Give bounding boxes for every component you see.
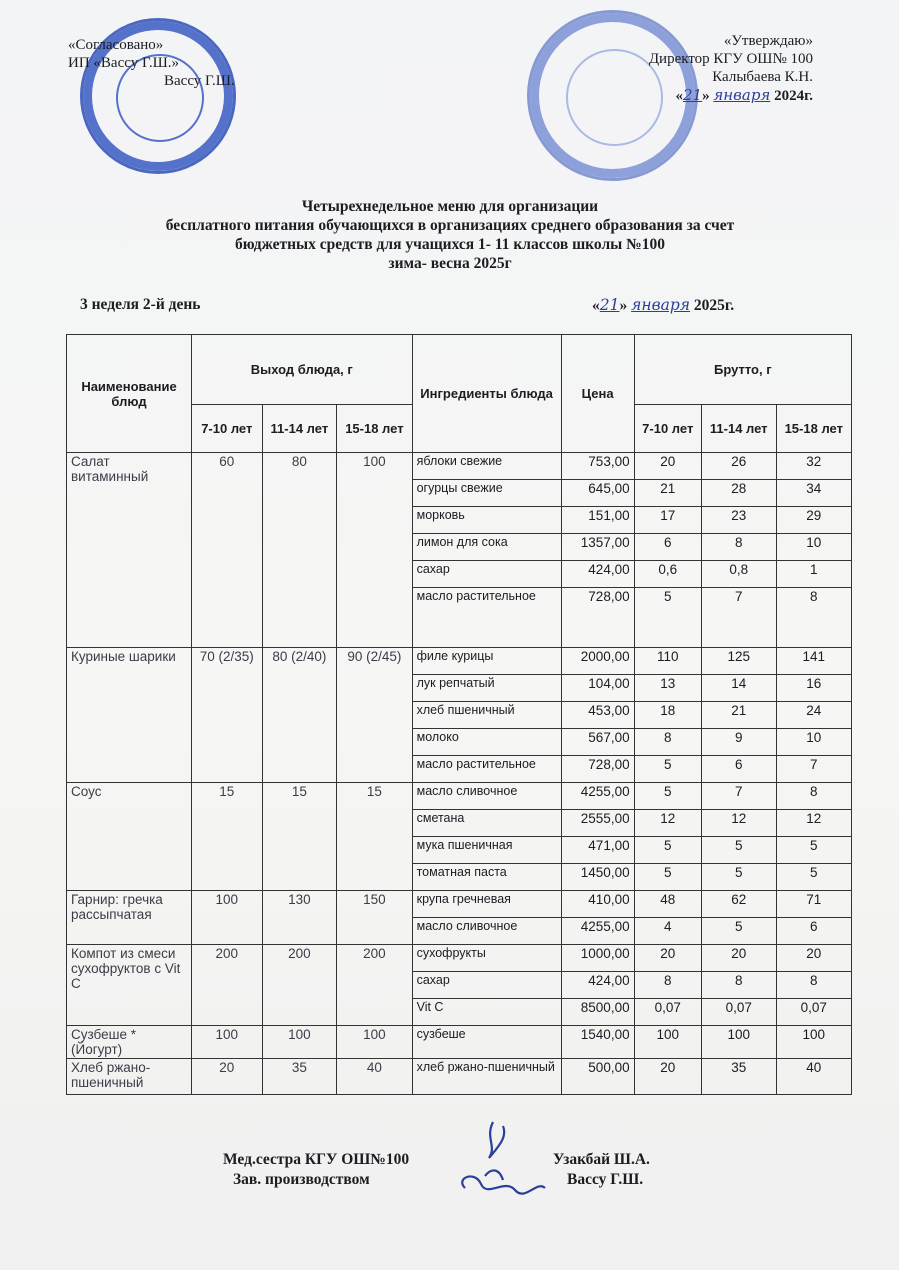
gross-age2: 9 <box>701 729 776 756</box>
gross-age3: 34 <box>776 480 851 507</box>
ingredient-name: масло растительное <box>412 756 561 783</box>
gross-age2: 5 <box>701 864 776 891</box>
dish-name: Гарнир: гречка рассыпчатая <box>67 891 192 945</box>
gross-age3: 7 <box>776 756 851 783</box>
handwritten-signature <box>445 1118 555 1208</box>
approval-date-month: января <box>713 86 771 104</box>
ingredient-name: лимон для сока <box>412 534 561 561</box>
ingredient-name: морковь <box>412 507 561 534</box>
dish-output-age3: 15 <box>337 783 412 891</box>
gross-age3: 32 <box>776 453 851 480</box>
ingredient-name: сухофрукты <box>412 945 561 972</box>
gross-age3: 40 <box>776 1059 851 1095</box>
menu-date: «21» января 2025г. <box>592 296 735 314</box>
gross-age1: 110 <box>634 648 701 675</box>
approval-left-block <box>68 36 235 90</box>
week-day-label: 3 неделя 2-й день <box>80 296 201 313</box>
approval-right-line2: Директор КГУ ОШ№ 100 <box>648 51 813 67</box>
gross-age2: 8 <box>701 972 776 999</box>
ingredient-price: 410,00 <box>561 891 634 918</box>
gross-age2: 12 <box>701 810 776 837</box>
dish-output-age2: 80 <box>262 453 337 648</box>
ingredient-name: хлеб ржано-пшеничный <box>412 1059 561 1095</box>
ingredient-name: сузбеше <box>412 1026 561 1059</box>
gross-age3: 10 <box>776 534 851 561</box>
gross-age3: 0,07 <box>776 999 851 1026</box>
gross-age1: 8 <box>634 729 701 756</box>
gross-age2: 62 <box>701 891 776 918</box>
gross-age1: 17 <box>634 507 701 534</box>
ingredient-name: филе курицы <box>412 648 561 675</box>
gross-age2: 8 <box>701 534 776 561</box>
gross-age3: 10 <box>776 729 851 756</box>
dish-output-age2: 200 <box>262 945 337 1026</box>
ingredient-name: сахар <box>412 972 561 999</box>
gross-age3: 5 <box>776 864 851 891</box>
gross-age1: 20 <box>634 1059 701 1095</box>
title-line4: зима- весна 2025г <box>388 255 512 272</box>
gross-age2: 7 <box>701 783 776 810</box>
gross-age1: 13 <box>634 675 701 702</box>
table-row <box>67 945 852 972</box>
dish-name: Куриные шарики <box>67 648 192 783</box>
dish-output-age3: 200 <box>337 945 412 1026</box>
ingredient-price: 645,00 <box>561 480 634 507</box>
gross-age1: 100 <box>634 1026 701 1059</box>
dish-output-age2: 100 <box>262 1026 337 1059</box>
title-line3: бюджетных средств для учащихся 1- 11 классов школы №100 <box>235 236 665 253</box>
ingredient-price: 1450,00 <box>561 864 634 891</box>
ingredient-name: огурцы свежие <box>412 480 561 507</box>
menu-date-month: января <box>631 296 691 314</box>
gross-age2: 26 <box>701 453 776 480</box>
ingredient-name: молоко <box>412 729 561 756</box>
gross-age1: 12 <box>634 810 701 837</box>
ingredient-price: 4255,00 <box>561 783 634 810</box>
ingredient-price: 8500,00 <box>561 999 634 1026</box>
gross-age2: 5 <box>701 837 776 864</box>
ingredient-price: 4255,00 <box>561 918 634 945</box>
gross-age2: 0,8 <box>701 561 776 588</box>
ingredient-name: мука пшеничная <box>412 837 561 864</box>
gross-age1: 20 <box>634 945 701 972</box>
dish-output-age2: 130 <box>262 891 337 945</box>
dish-output-age3: 40 <box>337 1059 412 1095</box>
document-title <box>60 197 840 273</box>
gross-age2: 20 <box>701 945 776 972</box>
gross-age2: 100 <box>701 1026 776 1059</box>
header-gross-age1: 7-10 лет <box>634 405 701 453</box>
signature-right-block <box>553 1150 650 1190</box>
header-price: Цена <box>561 335 634 453</box>
dish-output-age2: 80 (2/40) <box>262 648 337 783</box>
signature-right-line1: Узакбай Ш.А. <box>553 1151 650 1168</box>
ingredient-price: 1000,00 <box>561 945 634 972</box>
gross-age2: 125 <box>701 648 776 675</box>
gross-age1: 18 <box>634 702 701 729</box>
ingredient-price: 453,00 <box>561 702 634 729</box>
header-dish: Наименование блюд <box>67 335 192 453</box>
gross-age2: 23 <box>701 507 776 534</box>
gross-age2: 28 <box>701 480 776 507</box>
approval-left-line2: ИП «Вассу Г.Ш.» <box>68 55 180 71</box>
header-out-age3: 15-18 лет <box>337 405 412 453</box>
ingredient-price: 104,00 <box>561 675 634 702</box>
table-row <box>67 1059 852 1095</box>
ingredient-price: 2000,00 <box>561 648 634 675</box>
gross-age2: 21 <box>701 702 776 729</box>
gross-age2: 5 <box>701 918 776 945</box>
gross-age3: 16 <box>776 675 851 702</box>
header-ingredients: Ингредиенты блюда <box>412 335 561 453</box>
gross-age3: 141 <box>776 648 851 675</box>
gross-age3: 100 <box>776 1026 851 1059</box>
dish-output-age1: 15 <box>192 783 263 891</box>
ingredient-price: 151,00 <box>561 507 634 534</box>
ingredient-name: крупа гречневая <box>412 891 561 918</box>
ingredient-price: 567,00 <box>561 729 634 756</box>
gross-age1: 6 <box>634 534 701 561</box>
gross-age1: 0,07 <box>634 999 701 1026</box>
ingredient-name: масло сливочное <box>412 918 561 945</box>
ingredient-name: томатная паста <box>412 864 561 891</box>
header-output: Выход блюда, г <box>192 335 413 405</box>
table-row <box>67 1026 852 1059</box>
table-row <box>67 648 852 675</box>
approval-right-line3: Калыбаева К.Н. <box>712 69 813 85</box>
dish-output-age2: 15 <box>262 783 337 891</box>
dish-name: Хлеб ржано-пшеничный <box>67 1059 192 1095</box>
header-gross-age2: 11-14 лет <box>701 405 776 453</box>
gross-age1: 5 <box>634 783 701 810</box>
ingredient-name: масло растительное <box>412 588 561 648</box>
approval-left-line1: «Согласовано» <box>68 37 164 53</box>
ingredient-price: 728,00 <box>561 588 634 648</box>
dish-output-age3: 150 <box>337 891 412 945</box>
dish-output-age1: 100 <box>192 1026 263 1059</box>
ingredient-price: 728,00 <box>561 756 634 783</box>
dish-name: Соус <box>67 783 192 891</box>
dish-name: Компот из смеси сухофруктов с Vit C <box>67 945 192 1026</box>
ingredient-name: масло сливочное <box>412 783 561 810</box>
header-gross-age3: 15-18 лет <box>776 405 851 453</box>
approval-left-line3: Вассу Г.Ш. <box>164 73 235 89</box>
gross-age2: 35 <box>701 1059 776 1095</box>
menu-table <box>66 334 852 1095</box>
gross-age2: 14 <box>701 675 776 702</box>
approval-right-date: «21» января 2024г. <box>675 86 813 104</box>
signature-left-line2: Зав. производством <box>233 1171 370 1188</box>
ingredient-name: сметана <box>412 810 561 837</box>
header-out-age1: 7-10 лет <box>192 405 263 453</box>
ingredient-name: сахар <box>412 561 561 588</box>
menu-date-day: 21 <box>599 296 620 314</box>
ingredient-name: Vit C <box>412 999 561 1026</box>
dish-output-age1: 70 (2/35) <box>192 648 263 783</box>
dish-name: Сузбеше *(Йогурт) <box>67 1026 192 1059</box>
gross-age3: 8 <box>776 783 851 810</box>
gross-age1: 5 <box>634 837 701 864</box>
dish-output-age1: 60 <box>192 453 263 648</box>
dish-output-age1: 100 <box>192 891 263 945</box>
gross-age3: 8 <box>776 588 851 648</box>
menu-table-body <box>67 453 852 1095</box>
ingredient-name: лук репчатый <box>412 675 561 702</box>
table-row <box>67 891 852 918</box>
gross-age1: 21 <box>634 480 701 507</box>
approval-right-block <box>600 32 813 105</box>
dish-name: Салат витаминный <box>67 453 192 648</box>
signature-left-block <box>223 1150 409 1190</box>
dish-output-age1: 20 <box>192 1059 263 1095</box>
gross-age3: 8 <box>776 972 851 999</box>
gross-age1: 4 <box>634 918 701 945</box>
gross-age3: 6 <box>776 918 851 945</box>
dish-output-age3: 100 <box>337 1026 412 1059</box>
ingredient-price: 2555,00 <box>561 810 634 837</box>
gross-age3: 24 <box>776 702 851 729</box>
dish-output-age1: 200 <box>192 945 263 1026</box>
gross-age2: 6 <box>701 756 776 783</box>
gross-age3: 5 <box>776 837 851 864</box>
gross-age3: 12 <box>776 810 851 837</box>
gross-age1: 0,6 <box>634 561 701 588</box>
gross-age1: 5 <box>634 588 701 648</box>
gross-age3: 1 <box>776 561 851 588</box>
approval-date-day: 21 <box>683 86 703 104</box>
gross-age1: 48 <box>634 891 701 918</box>
approval-right-line1: «Утверждаю» <box>723 33 813 49</box>
gross-age1: 5 <box>634 756 701 783</box>
ingredient-price: 1357,00 <box>561 534 634 561</box>
signature-left-line1: Мед.сестра КГУ ОШ№100 <box>223 1151 410 1168</box>
dish-output-age2: 35 <box>262 1059 337 1095</box>
gross-age1: 8 <box>634 972 701 999</box>
dish-output-age3: 100 <box>337 453 412 648</box>
gross-age3: 71 <box>776 891 851 918</box>
ingredient-price: 500,00 <box>561 1059 634 1095</box>
header-out-age2: 11-14 лет <box>262 405 337 453</box>
table-row <box>67 783 852 810</box>
table-row <box>67 453 852 480</box>
title-line2: бесплатного питания обучающихся в организациях среднего образования за счет <box>165 217 735 234</box>
ingredient-price: 424,00 <box>561 972 634 999</box>
gross-age1: 5 <box>634 864 701 891</box>
approval-date-year: 2024г. <box>774 88 813 104</box>
gross-age1: 20 <box>634 453 701 480</box>
ingredient-price: 424,00 <box>561 561 634 588</box>
signature-right-line2: Вассу Г.Ш. <box>567 1171 644 1188</box>
gross-age2: 0,07 <box>701 999 776 1026</box>
gross-age2: 7 <box>701 588 776 648</box>
gross-age3: 20 <box>776 945 851 972</box>
gross-age3: 29 <box>776 507 851 534</box>
header-gross: Брутто, г <box>634 335 851 405</box>
menu-date-year: 2025г. <box>693 297 735 314</box>
ingredient-name: хлеб пшеничный <box>412 702 561 729</box>
title-line1: Четырехнедельное меню для организации <box>301 198 599 215</box>
ingredient-price: 1540,00 <box>561 1026 634 1059</box>
ingredient-name: яблоки свежие <box>412 453 561 480</box>
ingredient-price: 753,00 <box>561 453 634 480</box>
dish-output-age3: 90 (2/45) <box>337 648 412 783</box>
ingredient-price: 471,00 <box>561 837 634 864</box>
